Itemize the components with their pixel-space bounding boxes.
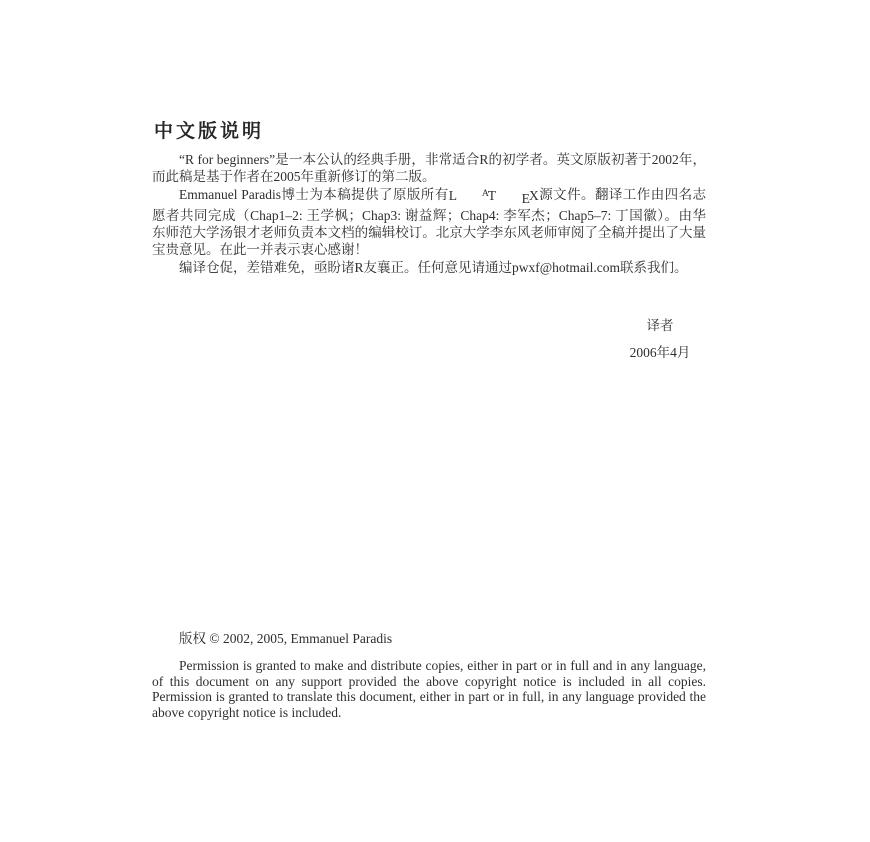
latex-logo-letter-e: E [521, 190, 530, 206]
intro-text-block [152, 151, 706, 276]
permission-paragraph: Permission is granted to make and distribute copies, either in part or in full and in any language, of this document on any support provided the above copyright notice is included in all copies. Permission is granted to translate this document, either in part or in full, in any language provided the above copyright notice is included. [152, 657, 706, 721]
intro-paragraph-2 [152, 185, 706, 258]
latex-logo-letter-l: L [448, 187, 457, 203]
signature-block [540, 317, 780, 361]
intro-paragraph-1: “R for beginners”是一本公认的经典手册，非常适合R的初学者。英文原版初著于2002年，而此稿是基于作者在2005年重新修订的第二版。 [152, 152, 706, 185]
latex-logo [448, 187, 539, 206]
page-title: 中文版说明 [154, 120, 265, 142]
latex-logo-letter-t: T [487, 187, 496, 203]
latex-logo-letter-x: X [529, 187, 539, 203]
intro-paragraph-3: 编译仓促，差错难免，亟盼诸R友襄正。任何意见请通过pwxf@hotmail.com联系我们。 [179, 259, 688, 275]
signature-date: 2006年4月 [629, 345, 691, 360]
latex-logo-letter-a: A [481, 188, 489, 200]
copyright-block [152, 631, 706, 721]
signature-signer: 译者 [646, 318, 674, 333]
paragraph-2-text-before-latex: Emmanuel Paradis博士为本稿提供了原版所有 [179, 187, 449, 203]
paragraph-2-text-after-latex: 源文件。翻译工作由四名志愿者共同完成（Chap1–2: 王学枫；Chap3: 谢益辉；Chap4: 李军杰；Chap5–7: 丁国徽）。由华东师范大学汤银才老师负责本文档的编辑校订。北京大学李东风老师审阅了全稿并提出了大量宝贵意见。在此一并表示衷心感谢！ [152, 187, 707, 258]
copyright-line: 版权 © 2002, 2005, Emmanuel Paradis [179, 631, 393, 646]
